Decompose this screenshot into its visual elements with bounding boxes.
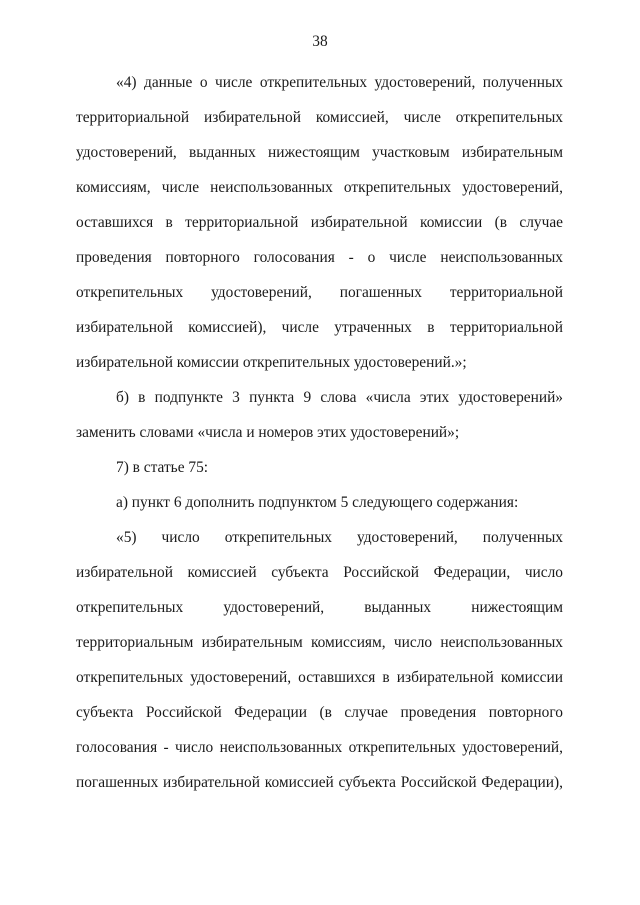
text-line: территориальной избирательной комиссией, числе открепительных: [76, 109, 563, 126]
text-line: избирательной комиссией), числе утраченных в территориальной: [76, 319, 563, 336]
text-line: «4) данные о числе открепительных удостоверений, полученных: [116, 74, 563, 91]
text-line: комиссиям, числе неиспользованных открепительных удостоверений,: [76, 179, 563, 196]
text-line: открепительных удостоверений, выданных нижестоящим: [76, 599, 563, 616]
text-line: голосования - число неиспользованных открепительных удостоверений,: [76, 739, 563, 756]
text-line: оставшихся в территориальной избирательной комиссии (в случае: [76, 214, 563, 231]
text-line: избирательной комиссии открепительных удостоверений.»;: [76, 354, 467, 371]
text-line: удостоверений, выданных нижестоящим участковым избирательным: [76, 144, 563, 161]
text-line: заменить словами «числа и номеров этих удостоверений»;: [76, 424, 460, 441]
text-line: 7) в статье 75:: [116, 459, 209, 476]
text-line: а) пункт 6 дополнить подпунктом 5 следующего содержания:: [116, 494, 519, 511]
text-line: территориальным избирательным комиссиям, число неиспользованных: [76, 634, 563, 651]
text-line: б) в подпункте 3 пункта 9 слова «числа этих удостоверений»: [116, 389, 563, 406]
text-line: проведения повторного голосования - о числе неиспользованных: [76, 249, 563, 266]
text-line: «5) число открепительных удостоверений, полученных: [116, 529, 563, 546]
text-line: субъекта Российской Федерации (в случае проведения повторного: [76, 704, 563, 721]
text-line: открепительных удостоверений, погашенных территориальной: [76, 284, 563, 301]
page-number: 38: [312, 33, 328, 50]
text-line: избирательной комиссией субъекта Российской Федерации, число: [76, 564, 563, 581]
text-line: погашенных избирательной комиссией субъекта Российской Федерации),: [76, 774, 563, 791]
text-line: открепительных удостоверений, оставшихся в избирательной комиссии: [76, 669, 563, 686]
